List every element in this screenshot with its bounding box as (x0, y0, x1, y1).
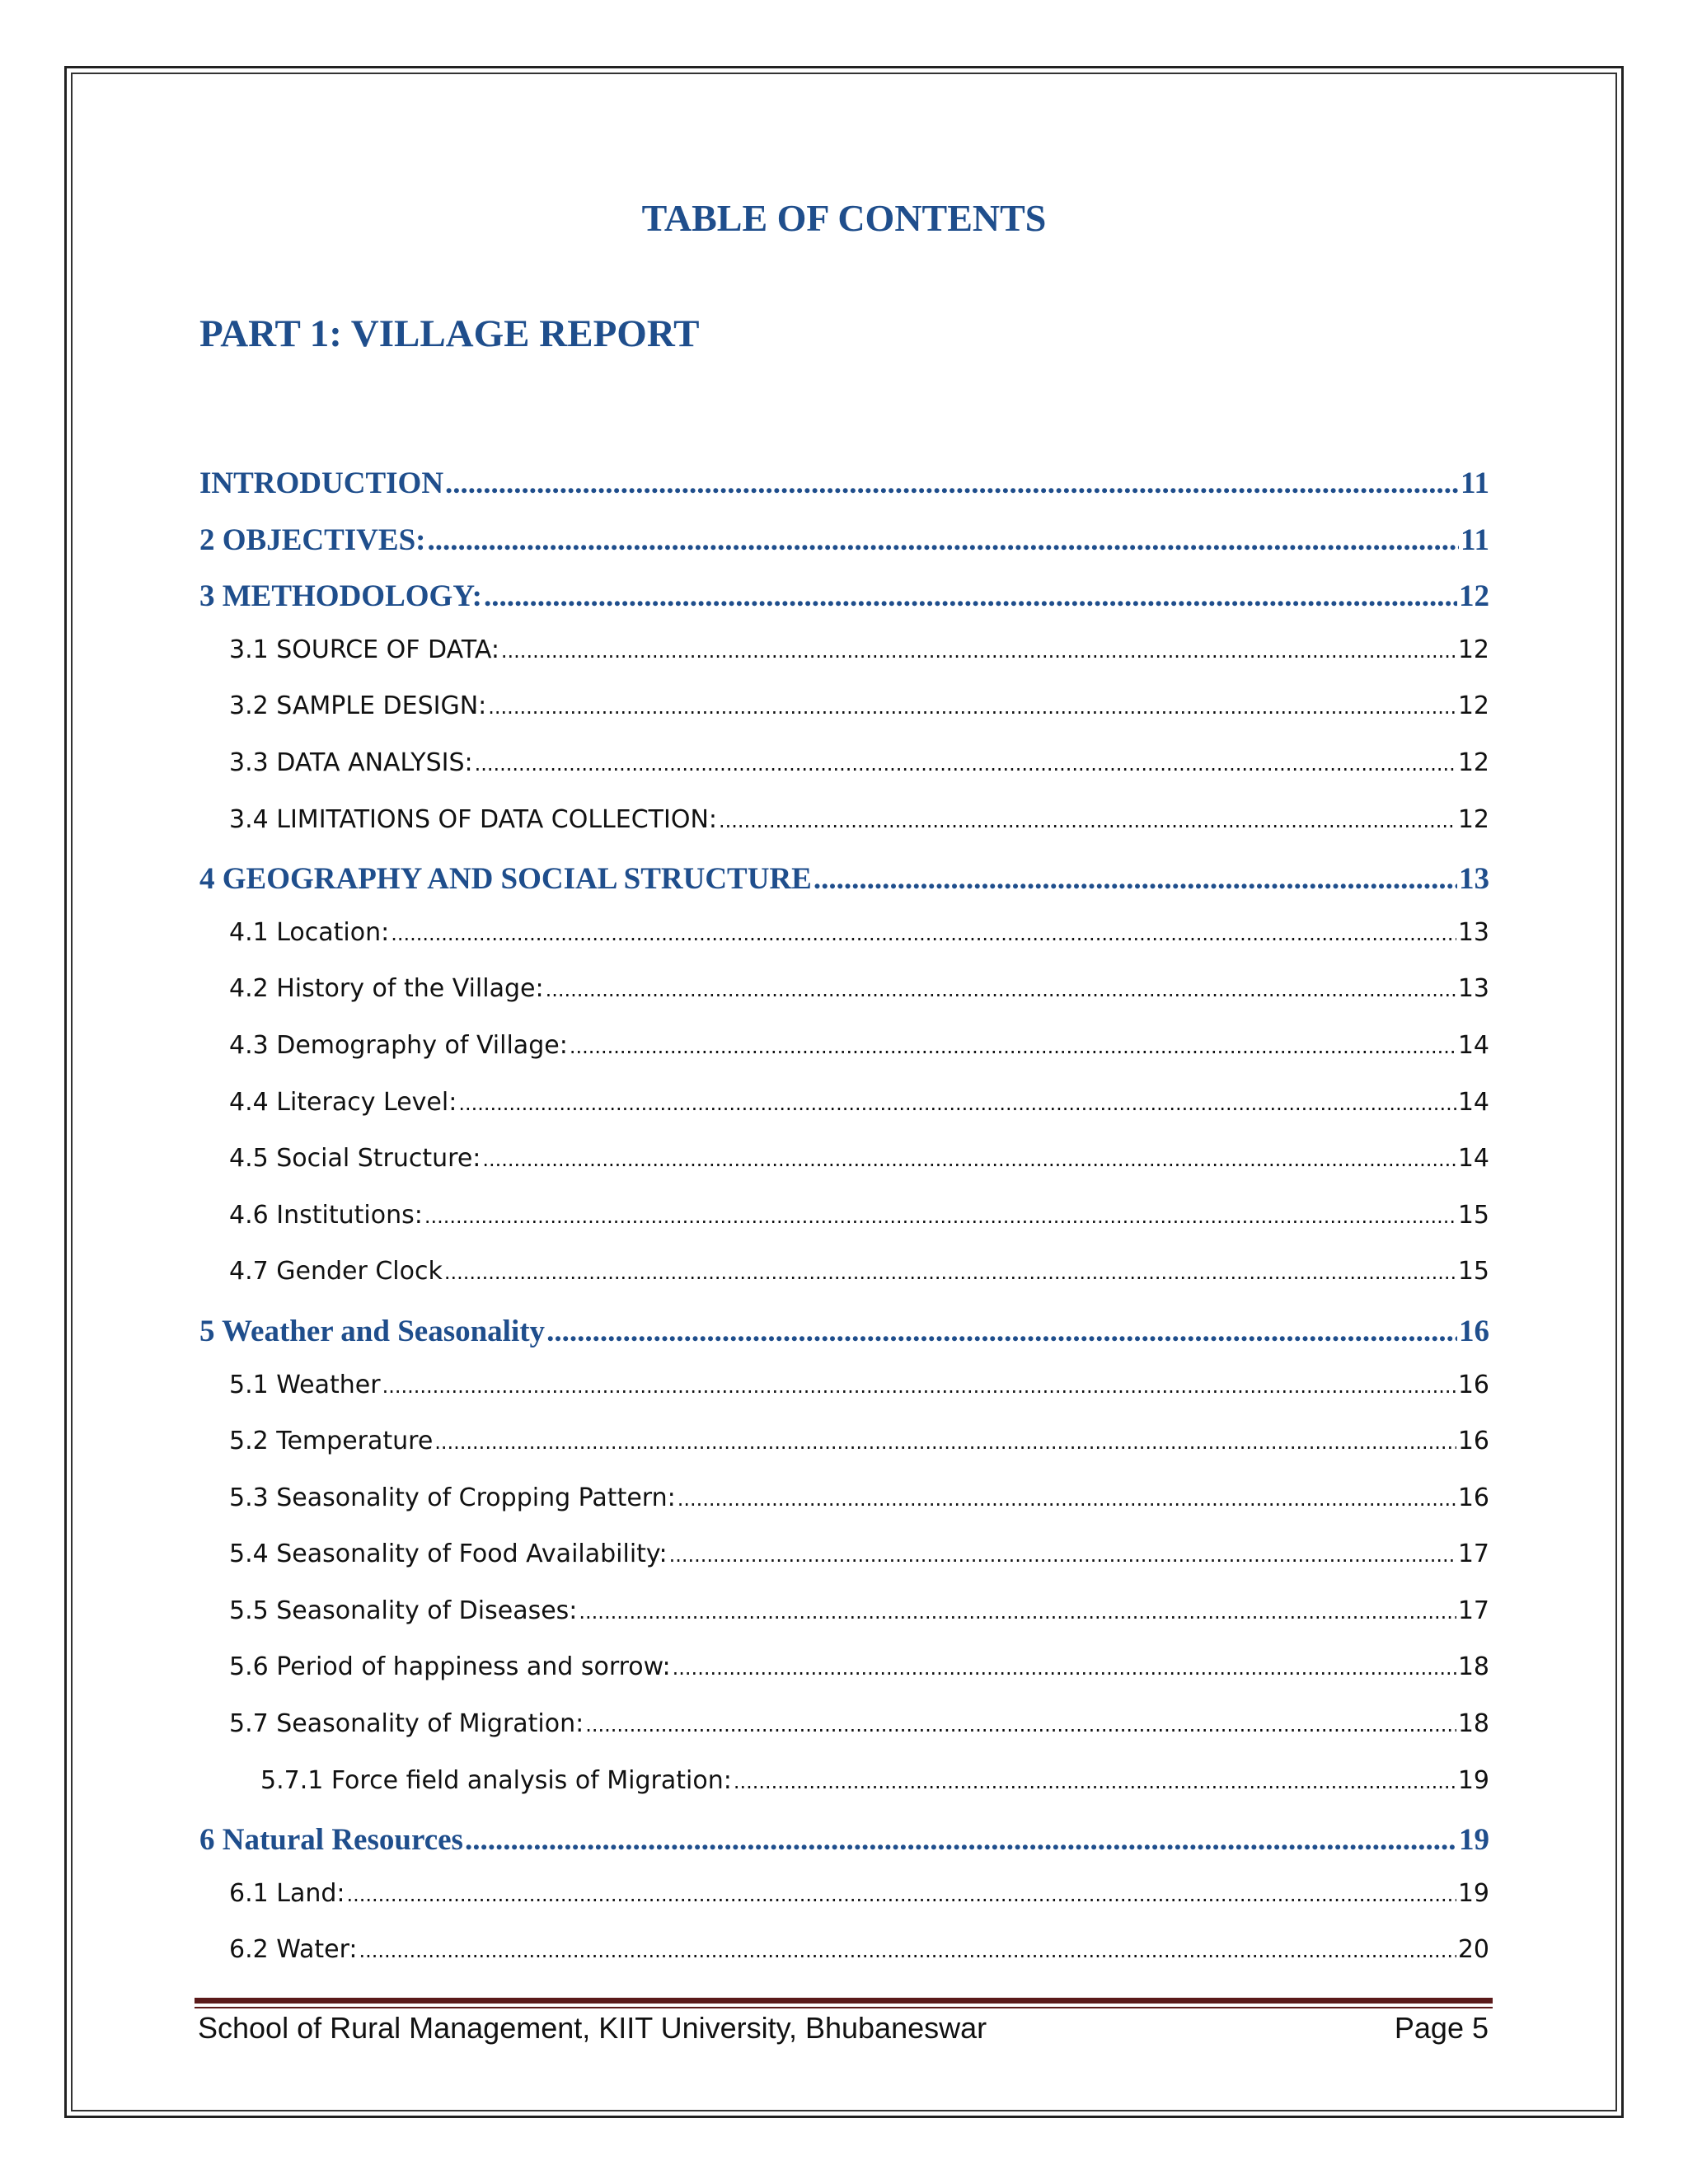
toc-dot-leader (501, 640, 1456, 663)
toc-entry-label: 3.2 SAMPLE DESIGN: (229, 691, 487, 721)
toc-entry[interactable] (199, 1879, 1489, 1936)
toc-entry-label: 3.1 SOURCE OF DATA: (229, 635, 499, 664)
toc-entry-page: 11 (1461, 523, 1489, 557)
toc-dot-leader (465, 1822, 1457, 1858)
toc-dot-leader (434, 1431, 1456, 1454)
toc-entry-page: 16 (1457, 1370, 1489, 1399)
toc-entry-label: 4.1 Location: (229, 917, 390, 947)
toc-entry[interactable] (199, 1483, 1489, 1540)
toc-dot-leader (458, 1092, 1456, 1115)
toc-entry-label: 4 GEOGRAPHY AND SOCIAL STRUCTURE (199, 862, 812, 897)
toc-entry[interactable] (199, 1709, 1489, 1766)
toc-entry-label: 3.3 DATA ANALYSIS: (229, 748, 473, 777)
toc-entry-page: 19 (1459, 1823, 1489, 1858)
toc-dot-leader (546, 1314, 1457, 1349)
toc-entry[interactable] (199, 635, 1489, 692)
toc-entry[interactable] (199, 466, 1489, 523)
toc-dot-leader (579, 1601, 1456, 1624)
footer-divider (195, 1998, 1493, 2004)
toc-entry-label: 4.3 Demography of Village: (229, 1030, 568, 1060)
toc-dot-leader (482, 1148, 1456, 1171)
toc-entry-label: 5.5 Seasonality of Diseases: (229, 1596, 578, 1625)
toc-entry-label: 4.5 Social Structure: (229, 1144, 481, 1174)
toc-entry-page: 13 (1457, 917, 1489, 947)
toc-dot-leader (673, 1657, 1456, 1680)
toc-entry[interactable] (199, 1088, 1489, 1145)
toc-entry-label: 5.7 Seasonality of Migration: (229, 1709, 584, 1739)
toc-entry[interactable] (199, 1144, 1489, 1201)
toc-dot-leader (391, 922, 1456, 945)
toc-entry-page: 19 (1457, 1878, 1489, 1908)
toc-entry-page: 13 (1459, 862, 1489, 897)
toc-entry-label: 5.6 Period of happiness and sorrow: (229, 1652, 671, 1682)
toc-dot-leader (445, 466, 1459, 501)
toc-entry-label: INTRODUCTION (199, 466, 444, 500)
toc-dot-leader (427, 523, 1459, 558)
toc-entry-label: 4.7 Gender Clock (229, 1257, 443, 1286)
toc-dot-leader (570, 1035, 1456, 1058)
toc-entry-page: 12 (1457, 748, 1489, 777)
toc-entry-page: 15 (1457, 1200, 1489, 1230)
toc-entry-label: 5.2 Temperature (229, 1427, 434, 1456)
toc-dot-leader (347, 1883, 1456, 1906)
toc-entry[interactable] (199, 974, 1489, 1031)
toc-dot-leader (719, 809, 1456, 832)
toc-entry-page: 14 (1457, 1087, 1489, 1117)
toc-entry[interactable] (199, 1935, 1489, 1992)
toc-entry[interactable] (199, 1652, 1489, 1709)
toc-entry-page: 16 (1457, 1427, 1489, 1456)
toc-entry-page: 12 (1457, 804, 1489, 834)
toc-dot-leader (424, 1205, 1456, 1228)
toc-entry-label: 3 METHODOLOGY: (199, 579, 482, 614)
toc-entry-page: 18 (1457, 1652, 1489, 1682)
footer-page-number: Page 5 (1394, 2011, 1489, 2045)
toc-entry[interactable] (199, 691, 1489, 748)
toc-entry-page: 14 (1457, 1030, 1489, 1060)
toc-entry-label: 5.1 Weather (229, 1370, 381, 1399)
toc-entry-label: 4.2 History of the Village: (229, 974, 544, 1004)
toc-entry[interactable] (199, 1257, 1489, 1314)
toc-entry-label: 5.3 Seasonality of Cropping Pattern: (229, 1483, 676, 1512)
toc-entry[interactable] (199, 1314, 1489, 1371)
toc-dot-leader (678, 1488, 1456, 1511)
toc-entry-label: 4.6 Institutions: (229, 1200, 423, 1230)
toc-entry-page: 11 (1461, 466, 1489, 500)
toc-entry-page: 17 (1457, 1596, 1489, 1625)
toc-entry[interactable] (199, 1031, 1489, 1088)
toc-entry-label: 6 Natural Resources (199, 1823, 463, 1858)
toc-dot-leader (382, 1375, 1456, 1398)
toc-dot-leader (484, 579, 1457, 614)
toc-dot-leader (585, 1713, 1456, 1736)
toc-dot-leader (359, 1939, 1456, 1962)
toc-entry-label: 6.2 Water: (229, 1935, 358, 1965)
toc-dot-leader (669, 1544, 1456, 1567)
toc-entry-page: 20 (1457, 1935, 1489, 1965)
toc-entry-label: 5 Weather and Seasonality (199, 1314, 546, 1348)
toc-dot-leader (444, 1261, 1456, 1284)
toc-entry-label: 4.4 Literacy Level: (229, 1087, 457, 1117)
toc-entry[interactable] (199, 918, 1489, 975)
toc-entry-label: 5.7.1 Force field analysis of Migration: (260, 1765, 732, 1795)
toc-entry[interactable] (199, 1540, 1489, 1596)
toc-entry[interactable] (199, 1822, 1489, 1879)
toc-entry-page: 13 (1457, 974, 1489, 1004)
toc-entry-page: 18 (1457, 1709, 1489, 1739)
toc-entry-label: 6.1 Land: (229, 1878, 345, 1908)
document-title: TABLE OF CONTENTS (641, 197, 1047, 239)
toc-entry[interactable] (199, 861, 1489, 918)
table-of-contents (199, 466, 1489, 1992)
toc-entry[interactable] (199, 805, 1489, 862)
toc-entry[interactable] (199, 1596, 1489, 1653)
footer-divider-thin (195, 2007, 1493, 2008)
toc-dot-leader (734, 1770, 1456, 1793)
footer-institution: School of Rural Management, KIIT University, Bhubaneswar (198, 2011, 987, 2045)
part-heading: PART 1: VILLAGE REPORT (199, 312, 700, 355)
toc-dot-leader (814, 861, 1457, 897)
toc-entry[interactable] (199, 523, 1489, 579)
toc-entry-page: 15 (1457, 1257, 1489, 1286)
toc-entry-label: 2 OBJECTIVES: (199, 523, 426, 557)
toc-entry[interactable] (199, 1201, 1489, 1258)
toc-entry-page: 14 (1457, 1144, 1489, 1174)
toc-entry[interactable] (199, 579, 1489, 635)
toc-entry-label: 3.4 LIMITATIONS OF DATA COLLECTION: (229, 804, 717, 834)
toc-entry[interactable] (199, 748, 1489, 805)
toc-dot-leader (488, 696, 1456, 719)
toc-dot-leader (546, 978, 1456, 1001)
toc-entry-page: 12 (1457, 691, 1489, 721)
toc-entry-page: 17 (1457, 1540, 1489, 1569)
toc-entry-page: 19 (1457, 1765, 1489, 1795)
toc-entry-page: 16 (1459, 1314, 1489, 1348)
toc-entry[interactable] (199, 1371, 1489, 1427)
toc-entry-page: 12 (1457, 635, 1489, 664)
toc-entry-label: 5.4 Seasonality of Food Availability: (229, 1540, 668, 1569)
toc-entry[interactable] (199, 1427, 1489, 1483)
toc-dot-leader (475, 752, 1456, 776)
toc-entry-page: 16 (1457, 1483, 1489, 1512)
toc-entry-page: 12 (1459, 579, 1489, 614)
toc-entry[interactable] (199, 1766, 1489, 1823)
